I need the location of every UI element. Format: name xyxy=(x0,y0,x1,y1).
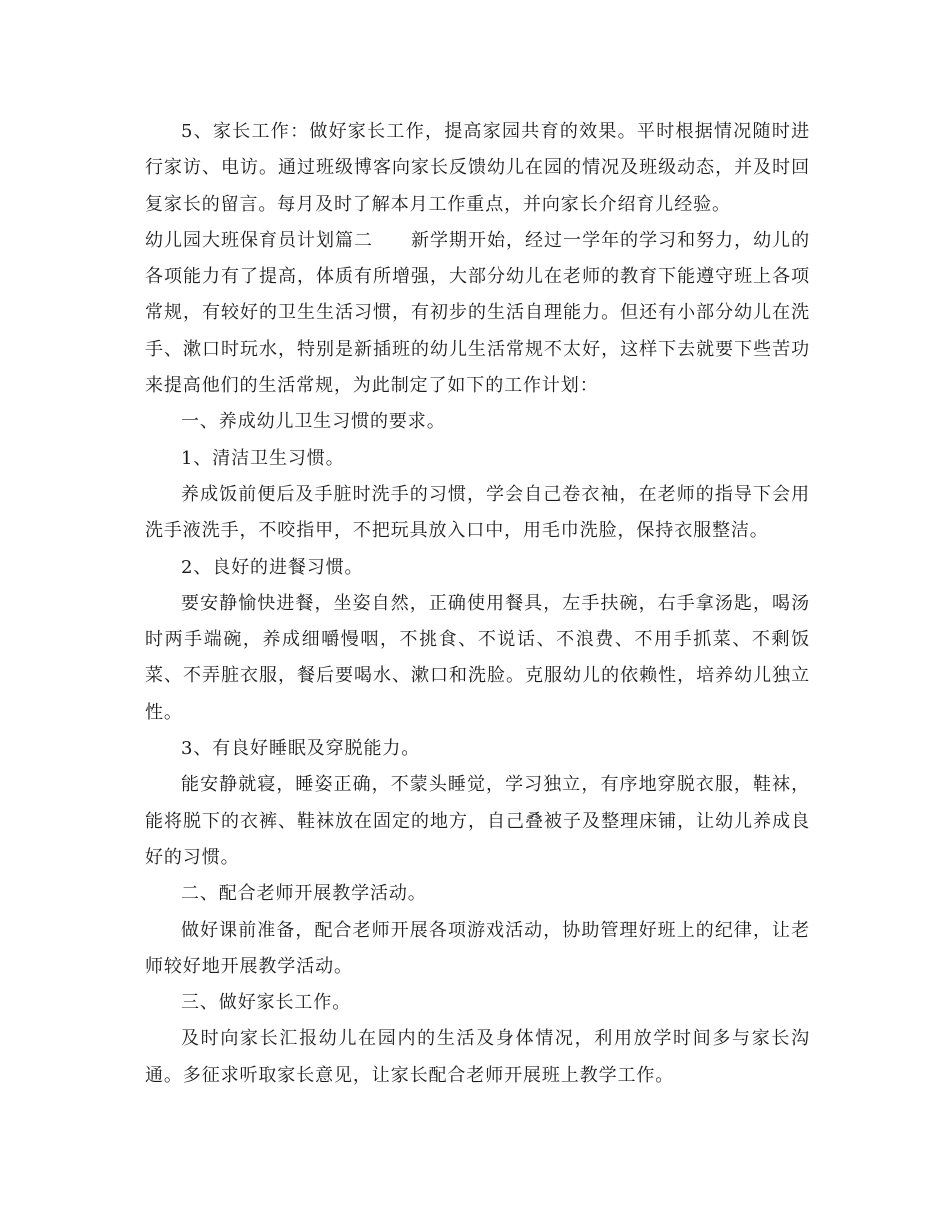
heading-hygiene-habits: 一、养成幼儿卫生习惯的要求。 xyxy=(181,411,446,433)
paragraph-eating-habits: 要安静愉快进餐，坐姿自然，正确使用餐具，左手扶碗，右手拿汤匙，喝汤时两手端碗，养成细嚼慢咽，不挑食、不说话、不浪费、不用手抓菜、不剩饭菜、不弄脏衣服，餐后要喝水、漱口和洗脸。克服幼儿的依赖性，培养幼儿独立性。 xyxy=(145,592,810,723)
document-body xyxy=(145,114,810,1094)
paragraph-teaching-support: 做好课前准备，配合老师开展各项游戏活动，协助管理好班上的纪律，让老师较好地开展教学活动。 xyxy=(145,919,810,977)
subheading-sleep-dressing: 3、有良好睡眠及穿脱能力。 xyxy=(181,738,421,760)
paragraph-sleep-dressing: 能安静就寝，睡姿正确，不蒙头睡觉，学习独立，有序地穿脱衣服，鞋袜，能将脱下的衣裤、鞋袜放在固定的地方，自己叠被子及整理床铺，让幼儿养成良好的习惯。 xyxy=(145,774,810,868)
subheading-cleanliness: 1、清洁卫生习惯。 xyxy=(181,447,345,469)
subheading-eating-habits: 2、良好的进餐习惯。 xyxy=(181,556,364,578)
paragraph-cleanliness: 养成饭前便后及手脏时洗手的习惯，学会自己卷衣袖，在老师的指导下会用洗手液洗手，不咬指甲，不把玩具放入口中，用毛巾洗脸，保持衣服整洁。 xyxy=(145,483,810,542)
paragraph-plan-part-two-intro: 幼儿园大班保育员计划篇二 新学期开始，经过一学年的学习和努力，幼儿的各项能力有了提高，体质有所增强，大部分幼儿在老师的教育下能遵守班上各项常规，有较好的卫生生活习惯，有初步的生活自理能力。但还有小部分幼儿在洗手、漱口时玩水，特别是新插班的幼儿生活常规不太好，这样下去就要下些苦功来提高他们的生活常规，为此制定了如下的工作计划： xyxy=(145,229,810,397)
paragraph-parent-work: 5、家长工作：做好家长工作，提高家园共育的效果。平时根据情况随时进行家访、电访。通过班级博客向家长反馈幼儿在园的情况及班级动态，并及时回复家长的留言。每月及时了解本月工作重点，并向家长介绍育儿经验。 xyxy=(145,121,810,215)
paragraph-parent-communication: 及时向家长汇报幼儿在园内的生活及身体情况，利用放学时间多与家长沟通。多征求听取家长意见，让家长配合老师开展班上教学工作。 xyxy=(145,1028,810,1086)
heading-teaching-support: 二、配合老师开展教学活动。 xyxy=(181,883,427,905)
heading-parent-work: 三、做好家长工作。 xyxy=(181,992,352,1014)
